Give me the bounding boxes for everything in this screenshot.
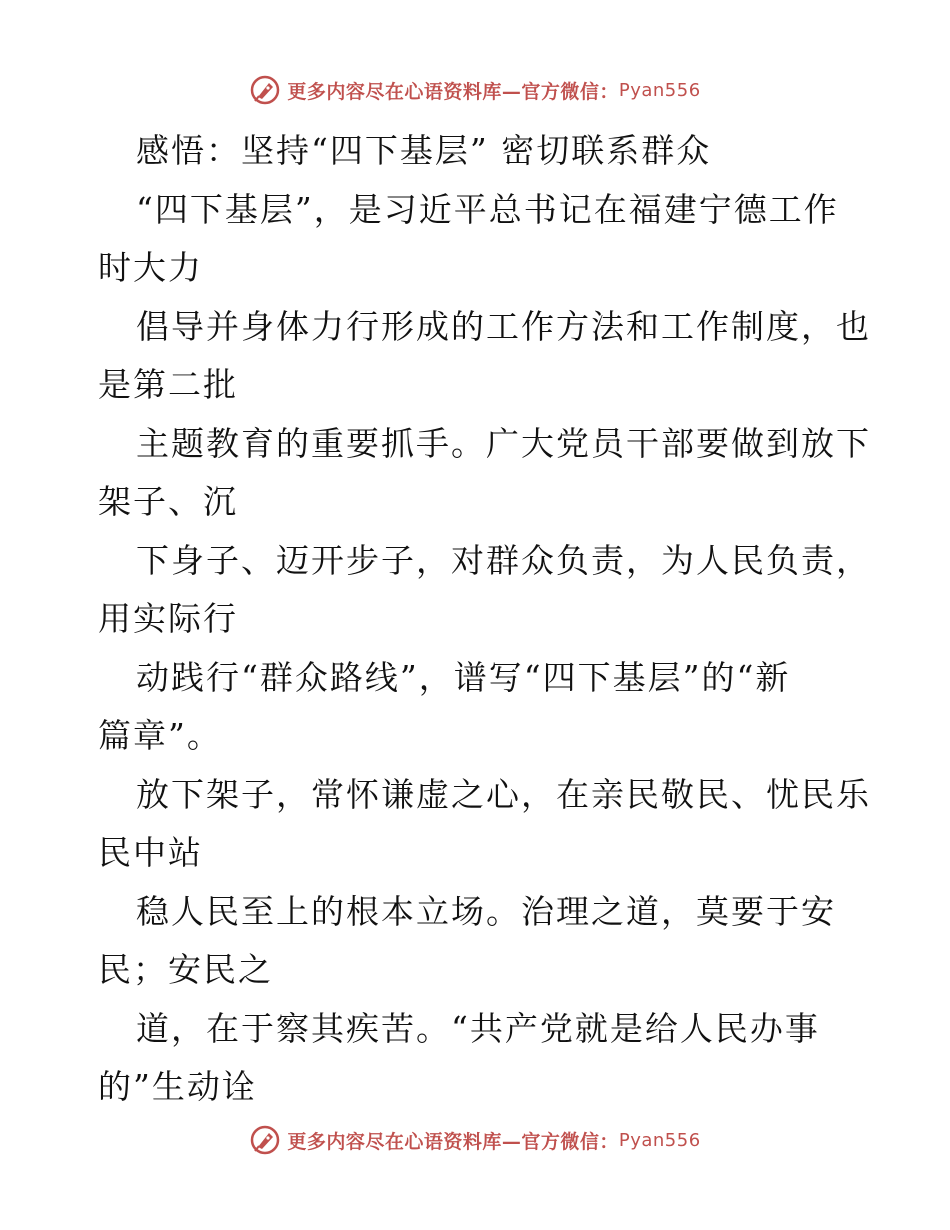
text-line: 用实际行: [98, 599, 238, 638]
text-line: 放下架子，常怀谦虚之心，在亲民敬民、忧民乐: [136, 774, 871, 814]
header-banner: [0, 70, 950, 110]
text-line: 时大力: [98, 248, 203, 287]
text-line: 的”生动诠: [98, 1067, 257, 1106]
text-line: 道，在于察其疾苦。“共产党就是给人民办事: [136, 1008, 820, 1048]
text-line: 民；安民之: [98, 950, 273, 989]
banner-wechat-id: Pyan556: [618, 79, 701, 101]
text-line: 民中站: [98, 833, 203, 872]
banner-text: 更多内容尽在心语资料库—官方微信：: [287, 80, 619, 103]
footer-banner: [0, 1120, 950, 1160]
text-line: 倡导并身体力行形成的工作方法和工作制度，也: [136, 306, 871, 346]
text-line: 架子、沉: [98, 482, 238, 521]
pen-nib-logo-icon: [249, 1124, 281, 1156]
banner-wechat-id: Pyan556: [618, 1129, 701, 1151]
text-line: 篇章”。: [98, 716, 222, 755]
text-line: 动践行“群众路线”，谱写“四下基层”的“新: [136, 657, 791, 697]
heading-line: 感悟：坚持“四下基层” 密切联系群众: [136, 131, 712, 170]
pen-nib-logo-icon: [249, 74, 281, 106]
text-line: 主题教育的重要抓手。广大党员干部要做到放下: [136, 423, 871, 463]
text-line: 下身子、迈开步子，对群众负责，为人民负责，: [136, 540, 871, 580]
text-line: “四下基层”，是习近平总书记在福建宁德工作: [136, 189, 839, 229]
text-line: 是第二批: [98, 365, 238, 404]
banner-text: 更多内容尽在心语资料库—官方微信：: [287, 1130, 619, 1153]
document-body: [98, 122, 871, 1117]
text-line: 稳人民至上的根本立场。治理之道，莫要于安: [136, 891, 836, 931]
